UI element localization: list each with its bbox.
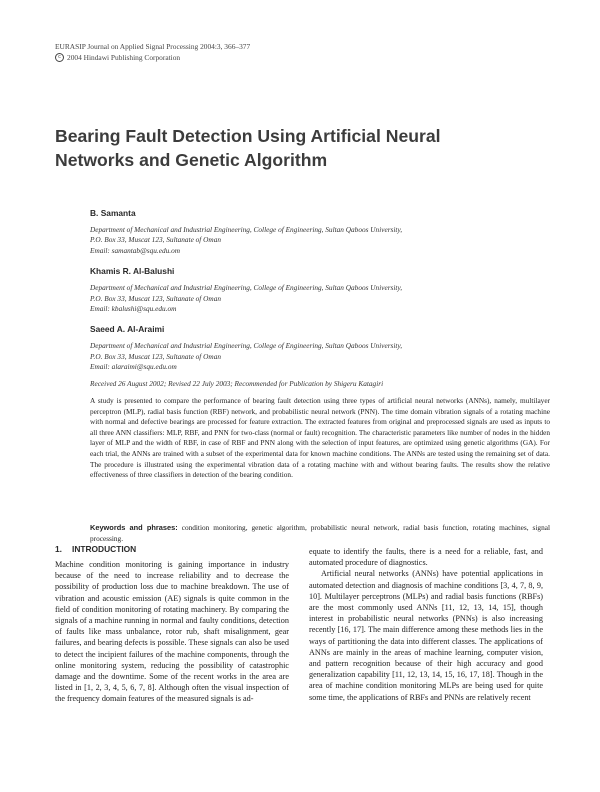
author-affiliation: Department of Mechanical and Industrial Engineering, College of Engineering, Sultan Qaboos University, (90, 341, 403, 351)
paper-title (55, 124, 555, 172)
author-block (90, 266, 560, 314)
author-email: Email: samantab@squ.edu.om (90, 245, 181, 255)
author-name: Saeed A. Al-Araimi (90, 324, 165, 335)
author-block (90, 324, 560, 372)
copyright-line (55, 52, 250, 63)
journal-citation: EURASIP Journal on Applied Signal Processing 2004:3, 366–377 (55, 42, 251, 51)
keywords-label: Keywords and phrases: (90, 523, 178, 532)
author-address: P.O. Box 33, Muscat 123, Sultanate of Oman (90, 351, 221, 361)
copyright-text: 2004 Hindawi Publishing Corporation (67, 53, 181, 62)
section-number: 1. (55, 544, 62, 554)
copyright-icon: c (55, 53, 64, 62)
author-email: Email: kbalushi@squ.edu.om (90, 304, 177, 314)
author-email: Email: alaraimi@squ.edu.om (90, 362, 177, 372)
author-list (90, 208, 560, 383)
author-name: Khamis R. Al-Balushi (90, 266, 175, 277)
left-column (55, 559, 289, 705)
abstract: A study is presented to compare the performance of bearing fault detection using three types of artificial neural networks (ANNs), namely, multilayer perceptron (MLP), radial basis function (RBF) network, and probabilistic neural network (PNN). The time domain vibration signals of a rotating machine with normal and defective bearings are processed for feature extraction. The extracted features from original and preprocessed signals are used as inputs to all three ANN classifiers: MLP, RBF, and PNN for two-class (normal or fault) recognition. The characteristic parameters like number of nodes in the hidden layer of MLP and the width of RBF, in case of RBF and PNN along with the selection of input features, are optimized using genetic algorithms (GA). For each trial, the ANNs are trained with a subset of the experimental data for known machine conditions. The ANNs are tested using the remaining set of data. The procedure is illustrated using the experimental vibration data of a rotating machine with and without bearing faults. The results show the relative effectiveness of three classifiers in detection of the bearing condition. (90, 396, 550, 480)
body-paragraph: Artificial neural networks (ANNs) have potential applications in automated detection and diagnosis of machine conditions [3, 4, 7, 8, 9, 10]. Multilayer perceptrons (MLPs) and radial basis functions (RBFs) are the most commonly used ANNs [11, 12, 13, 14, 15], though interest in probabilistic neural networks (PNNs) is also increasing recently [16, 17]. The main difference among these methods lies in the ways of partitioning the data into different classes. The applications of ANNs are mainly in the areas of machine learning, computer vision, and pattern recognition because of their high accuracy and good generalization capability [11, 12, 13, 14, 15, 16, 17, 18]. Though in the area of machine condition monitoring MLPs are being used for quite some time, the applications of RBFs and PNNs are relatively recent (309, 569, 543, 702)
author-affiliation: Department of Mechanical and Industrial Engineering, College of Engineering, Sultan Qaboos University, (90, 225, 403, 234)
author-address: P.O. Box 33, Muscat 123, Sultanate of Oman (90, 293, 221, 303)
right-column (309, 546, 543, 703)
author-address: P.O. Box 33, Muscat 123, Sultanate of Oman (90, 235, 221, 245)
section-title: INTRODUCTION (72, 544, 137, 554)
body-paragraph: equate to identify the faults, there is a need for a reliable, fast, and automated procedure of diagnostics. (309, 547, 543, 568)
title-line-1: Bearing Fault Detection Using Artificial Neural (55, 126, 441, 146)
journal-header (55, 41, 250, 63)
author-block (90, 208, 560, 256)
author-affiliation: Department of Mechanical and Industrial Engineering, College of Engineering, Sultan Qaboos University, (90, 283, 403, 293)
title-line-2: Networks and Genetic Algorithm (55, 150, 328, 170)
author-name: B. Samanta (90, 208, 136, 218)
received-dates: Received 26 August 2002; Revised 22 July 2003; Recommended for Publication by Shigeru Katagiri (90, 379, 384, 388)
keywords-text: condition monitoring, genetic algorithm, probabilistic neural network, radial basis function, rotating machines, signal processing. (90, 523, 550, 543)
section-heading (55, 544, 136, 555)
keywords (90, 523, 550, 544)
body-paragraph: Machine condition monitoring is gaining importance in industry because of the need to increase reliability and to decrease the possibility of production loss due to machine breakdown. The use of vibration and acoustic emission (AE) signals is quite common in the field of condition monitoring of rotating machinery. By comparing the signals of a machine running in normal and faulty conditions, detection of faults like mass unbalance, rotor rub, shaft misalignment, gear failures, and bearing defects is possible. These signals can also be used to detect the incipient failures of the machine components, through the online monitoring system, reducing the possibility of catastrophic damage and the downtime. Some of the recent works in the area are listed in [1, 2, 3, 4, 5, 6, 7, 8]. Although often the visual inspection of the frequency domain features of the measured signals is ad- (55, 560, 289, 704)
